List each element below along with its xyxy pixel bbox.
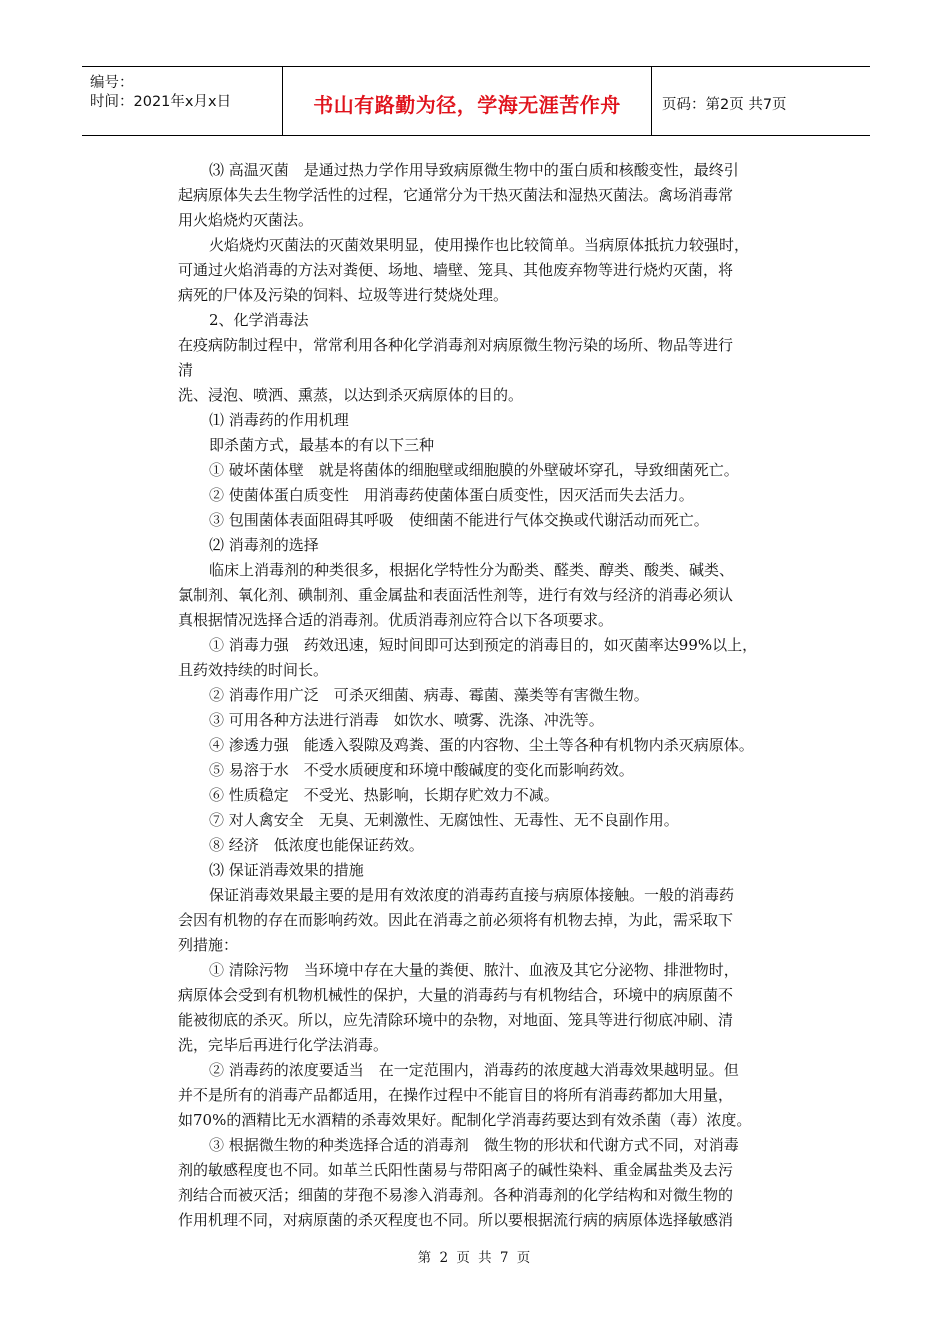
body-text-line: ⑶ 高温灭菌 是通过热力学作用导致病原微生物中的蛋白质和核酸变性，最终引	[209, 161, 739, 179]
body-text-line: ⑧ 经济 低浓度也能保证药效。	[209, 836, 424, 854]
body-text-line: 起病原体失去生物学活性的过程，它通常分为干热灭菌法和湿热灭菌法。禽场消毒常	[178, 186, 734, 204]
header-page-info: 页码：第2页 共7页	[662, 97, 787, 113]
body-text-line: ⑤ 易溶于水 不受水质硬度和环境中酸碱度的变化而影响药效。	[209, 761, 634, 779]
body-text-line: 临床上消毒剂的种类很多，根据化学特性分为酚类、醛类、醇类、酸类、碱类、	[209, 561, 735, 579]
body-text-line: 真根据情况选择合适的消毒剂。优质消毒剂应符合以下各项要求。	[178, 611, 614, 629]
body-text-line: 洗、浸泡、喷洒、熏蒸，以达到杀灭病原体的目的。	[178, 386, 524, 404]
body-text-line: 洗，完毕后再进行化学法消毒。	[178, 1036, 389, 1054]
body-text-line: 列措施：	[178, 936, 239, 954]
body-text-line: ① 消毒力强 药效迅速，短时间即可达到预定的消毒目的，如灭菌率达99%以上，	[209, 636, 758, 654]
body-text-line: 病原体会受到有机物机械性的保护，大量的消毒药与有机物结合，环境中的病原菌不	[178, 986, 734, 1004]
body-text-line: 清	[178, 361, 194, 379]
body-text-line: ② 消毒作用广泛 可杀灭细菌、病毒、霉菌、藻类等有害微生物。	[209, 686, 649, 704]
body-text-line: 在疫病防制过程中，常常利用各种化学消毒剂对病原微生物污染的场所、物品等进行	[178, 336, 734, 354]
body-text-line: 氯制剂、氧化剂、碘制剂、重金属盐和表面活性剂等，进行有效与经济的消毒必须认	[178, 586, 734, 604]
header-meta	[82, 67, 283, 135]
body-text-line: 病死的尸体及污染的饲料、垃圾等进行焚烧处理。	[178, 286, 509, 304]
body-text-line: 用火焰烧灼灭菌法。	[178, 211, 314, 229]
body-text-line: ⑦ 对人禽安全 无臭、无刺激性、无腐蚀性、无毒性、无不良副作用。	[209, 811, 679, 829]
body-text-line: ⑶ 保证消毒效果的措施	[209, 861, 364, 879]
body-text-line: 剂结合而被灭活；细菌的芽孢不易渗入消毒剂。各种消毒剂的化学结构和对微生物的	[178, 1186, 734, 1204]
body-text-line: ⑴ 消毒药的作用机理	[209, 411, 349, 429]
page-footer: 第 2 页 共 7 页	[417, 1250, 533, 1266]
header-motto: 书山有路勤为径，学海无涯苦作舟	[283, 67, 652, 135]
body-text-line: 如70%的酒精比无水酒精的杀毒效果好。配制化学消毒药要达到有效杀菌（毒）浓度。	[178, 1111, 752, 1129]
body-text-line: 保证消毒效果最主要的是用有效浓度的消毒药直接与病原体接触。一般的消毒药	[209, 886, 735, 904]
body-text-line: ③ 可用各种方法进行消毒 如饮水、喷雾、洗涤、冲洗等。	[209, 711, 604, 729]
body-text-line: ⑥ 性质稳定 不受光、热影响，长期存贮效力不减。	[209, 786, 559, 804]
document-body	[178, 158, 818, 1233]
body-text-line: ③ 包围菌体表面阻碍其呼吸 使细菌不能进行气体交换或代谢活动而死亡。	[209, 511, 709, 529]
page-header	[82, 66, 870, 136]
body-text-line: 并不是所有的消毒产品都适用，在操作过程中不能盲目的将所有消毒药都加大用量，	[178, 1086, 734, 1104]
body-text-line: 能被彻底的杀灭。所以，应先清除环境中的杂物，对地面、笼具等进行彻底冲刷、清	[178, 1011, 734, 1029]
body-text-line: ① 清除污物 当环境中存在大量的粪便、脓汁、血液及其它分泌物、排泄物时，	[209, 961, 739, 979]
body-text-line: ⑵ 消毒剂的选择	[209, 536, 319, 554]
body-text-line: 剂的敏感程度也不同。如革兰氏阳性菌易与带阳离子的碱性染料、重金属盐类及去污	[178, 1161, 734, 1179]
body-text-line: 会因有机物的存在而影响药效。因此在消毒之前必须将有机物去掉，为此，需采取下	[178, 911, 734, 929]
body-text-line: 火焰烧灼灭菌法的灭菌效果明显，使用操作也比较简单。当病原体抵抗力较强时，	[209, 236, 750, 254]
body-text-line: 即杀菌方式，最基本的有以下三种	[209, 436, 435, 454]
document-time-label: 时间：2021年x月x日	[90, 94, 232, 110]
document-number-label: 编号：	[90, 75, 134, 91]
body-text-line: ② 使菌体蛋白质变性 用消毒药使菌体蛋白质变性，因灭活而失去活力。	[209, 486, 694, 504]
body-text-line: ④ 渗透力强 能透入裂隙及鸡粪、蛋的内容物、尘土等各种有机物内杀灭病原体。	[209, 736, 754, 754]
body-text-line: ① 破坏菌体壁 就是将菌体的细胞壁或细胞膜的外壁破坏穿孔，导致细菌死亡。	[209, 461, 739, 479]
body-text-line: ② 消毒药的浓度要适当 在一定范围内，消毒药的浓度越大消毒效果越明显。但	[209, 1061, 739, 1079]
body-text-line: ③ 根据微生物的种类选择合适的消毒剂 微生物的形状和代谢方式不同，对消毒	[209, 1136, 739, 1154]
body-text-line: 2、化学消毒法	[209, 311, 309, 329]
body-text-line: 且药效持续的时间长。	[178, 661, 329, 679]
body-text-line: 可通过火焰消毒的方法对粪便、场地、墙壁、笼具、其他废弃物等进行烧灼灭菌，将	[178, 261, 734, 279]
body-text-line: 作用机理不同，对病原菌的杀灭程度也不同。所以要根据流行病的病原体选择敏感消	[178, 1211, 734, 1229]
